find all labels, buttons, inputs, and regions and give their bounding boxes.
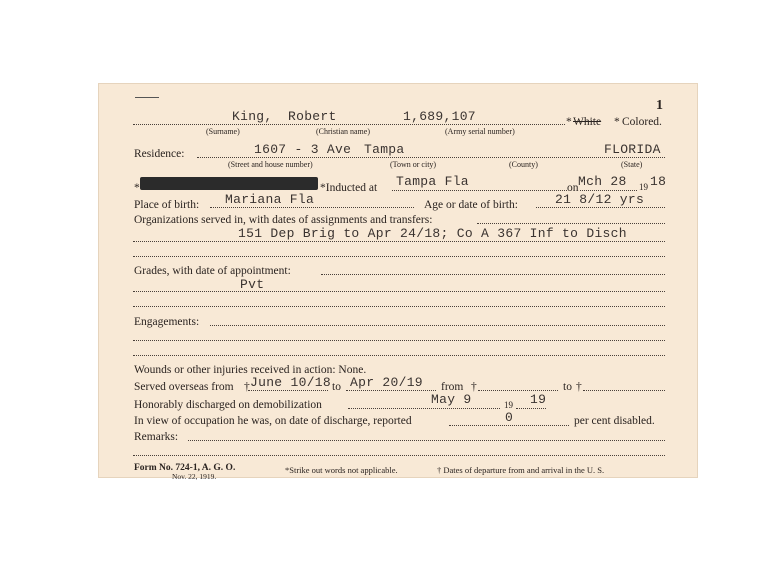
christian-name-caption: (Christian name) bbox=[316, 127, 370, 136]
engagements-line-3 bbox=[133, 355, 665, 356]
form-date: Nov. 22, 1919. bbox=[172, 472, 217, 481]
overseas-from-line bbox=[248, 390, 328, 391]
discharge-date-line bbox=[348, 408, 500, 409]
county-caption: (County) bbox=[509, 160, 538, 169]
overseas-to-label: to bbox=[332, 381, 341, 393]
name-line bbox=[133, 124, 565, 125]
serial-caption: (Army serial number) bbox=[445, 127, 515, 136]
overseas-from2-dagger: † bbox=[471, 381, 477, 393]
inducted-on-label: on bbox=[567, 182, 579, 194]
overseas-to-value: Apr 20/19 bbox=[350, 375, 423, 390]
footnote-dates: † Dates of departure from and arrival in the U. S. bbox=[437, 465, 605, 475]
overseas-from2-label: from bbox=[441, 381, 464, 393]
discharge-date-value: May 9 bbox=[431, 392, 472, 407]
grades-value: Pvt bbox=[240, 277, 265, 292]
remarks-line-1 bbox=[188, 440, 665, 441]
overseas-to2-label: to bbox=[563, 381, 572, 393]
town-caption: (Town or city) bbox=[390, 160, 437, 169]
overseas-dagger: † bbox=[244, 381, 250, 393]
race-white: White bbox=[573, 116, 602, 128]
disability-label: In view of occupation he was, on date of discharge, reported bbox=[134, 415, 412, 427]
grades-label: Grades, with date of appointment: bbox=[134, 265, 291, 277]
redacted-struck-text bbox=[140, 177, 318, 190]
grades-line-1 bbox=[321, 274, 665, 275]
engagements-line-2 bbox=[133, 340, 665, 341]
birth-place-label: Place of birth: bbox=[134, 199, 200, 211]
inducted-date-value: Mch 28 bbox=[578, 174, 627, 189]
discharge-year-line bbox=[516, 408, 546, 409]
disability-suffix: per cent disabled. bbox=[574, 415, 655, 427]
inducted-place-value: Tampa Fla bbox=[396, 174, 469, 189]
surname-value: King, bbox=[232, 109, 273, 124]
birth-place-value: Mariana Fla bbox=[225, 192, 315, 207]
age-label: Age or date of birth: bbox=[424, 199, 518, 211]
top-dash bbox=[135, 97, 159, 98]
overseas-from2-line bbox=[478, 390, 558, 391]
inducted-nineteen: 19 bbox=[639, 182, 648, 192]
state-caption: (State) bbox=[621, 160, 643, 169]
discharge-nineteen: 19 bbox=[504, 400, 513, 410]
wounds-label: Wounds or other injuries received in action: None. bbox=[134, 364, 367, 376]
card-number: 1 bbox=[656, 98, 663, 113]
residence-street-value: 1607 - 3 Ave bbox=[254, 142, 352, 157]
engagements-line-1 bbox=[210, 325, 665, 326]
organizations-line-2 bbox=[133, 241, 665, 242]
inducted-label: *Inducted at bbox=[320, 182, 378, 194]
surname-caption: (Surname) bbox=[206, 127, 240, 136]
inducted-year-value: 18 bbox=[650, 174, 667, 189]
remarks-line-2 bbox=[133, 455, 665, 456]
remarks-label: Remarks: bbox=[134, 431, 179, 443]
birth-place-line bbox=[210, 207, 414, 208]
serial-number-value: 1,689,107 bbox=[403, 109, 476, 124]
discharge-year-value: 19 bbox=[530, 392, 547, 407]
overseas-to-line bbox=[346, 390, 436, 391]
grades-line-2 bbox=[133, 291, 665, 292]
overseas-from-value: June 10/18 bbox=[250, 375, 332, 390]
organizations-label: Organizations served in, with dates of assignments and transfers: bbox=[134, 214, 433, 226]
age-value: 21 8/12 yrs bbox=[555, 192, 645, 207]
inducted-place-line bbox=[392, 190, 567, 191]
disability-line bbox=[449, 425, 569, 426]
street-caption: (Street and house number) bbox=[228, 160, 313, 169]
organizations-line-1 bbox=[477, 223, 665, 224]
overseas-label: Served overseas from bbox=[134, 381, 234, 393]
christian-name-value: Robert bbox=[288, 109, 337, 124]
race-star-2: * bbox=[614, 116, 620, 128]
organizations-line-3 bbox=[133, 256, 665, 257]
race-star-1: * bbox=[566, 116, 572, 128]
organizations-value: 151 Dep Brig to Apr 24/18; Co A 367 Inf to Disch bbox=[238, 226, 627, 241]
age-line bbox=[536, 207, 665, 208]
race-colored: Colored. bbox=[622, 116, 662, 128]
residence-town-value: Tampa bbox=[364, 142, 405, 157]
residence-line bbox=[197, 157, 665, 158]
overseas-to2-dagger: † bbox=[576, 381, 582, 393]
enlisted-star: * bbox=[134, 182, 140, 194]
engagements-label: Engagements: bbox=[134, 316, 200, 328]
form-number: Form No. 724-1, A. G. O. bbox=[134, 463, 236, 473]
discharge-label: Honorably discharged on demobilization bbox=[134, 399, 322, 411]
inducted-date-line bbox=[580, 190, 637, 191]
footnote-strike: *Strike out words not applicable. bbox=[285, 465, 398, 475]
residence-label: Residence: bbox=[134, 148, 185, 160]
residence-state-value: FLORIDA bbox=[604, 142, 661, 157]
overseas-to2-line bbox=[583, 390, 665, 391]
disability-value: 0 bbox=[505, 410, 514, 425]
grades-line-3 bbox=[133, 306, 665, 307]
